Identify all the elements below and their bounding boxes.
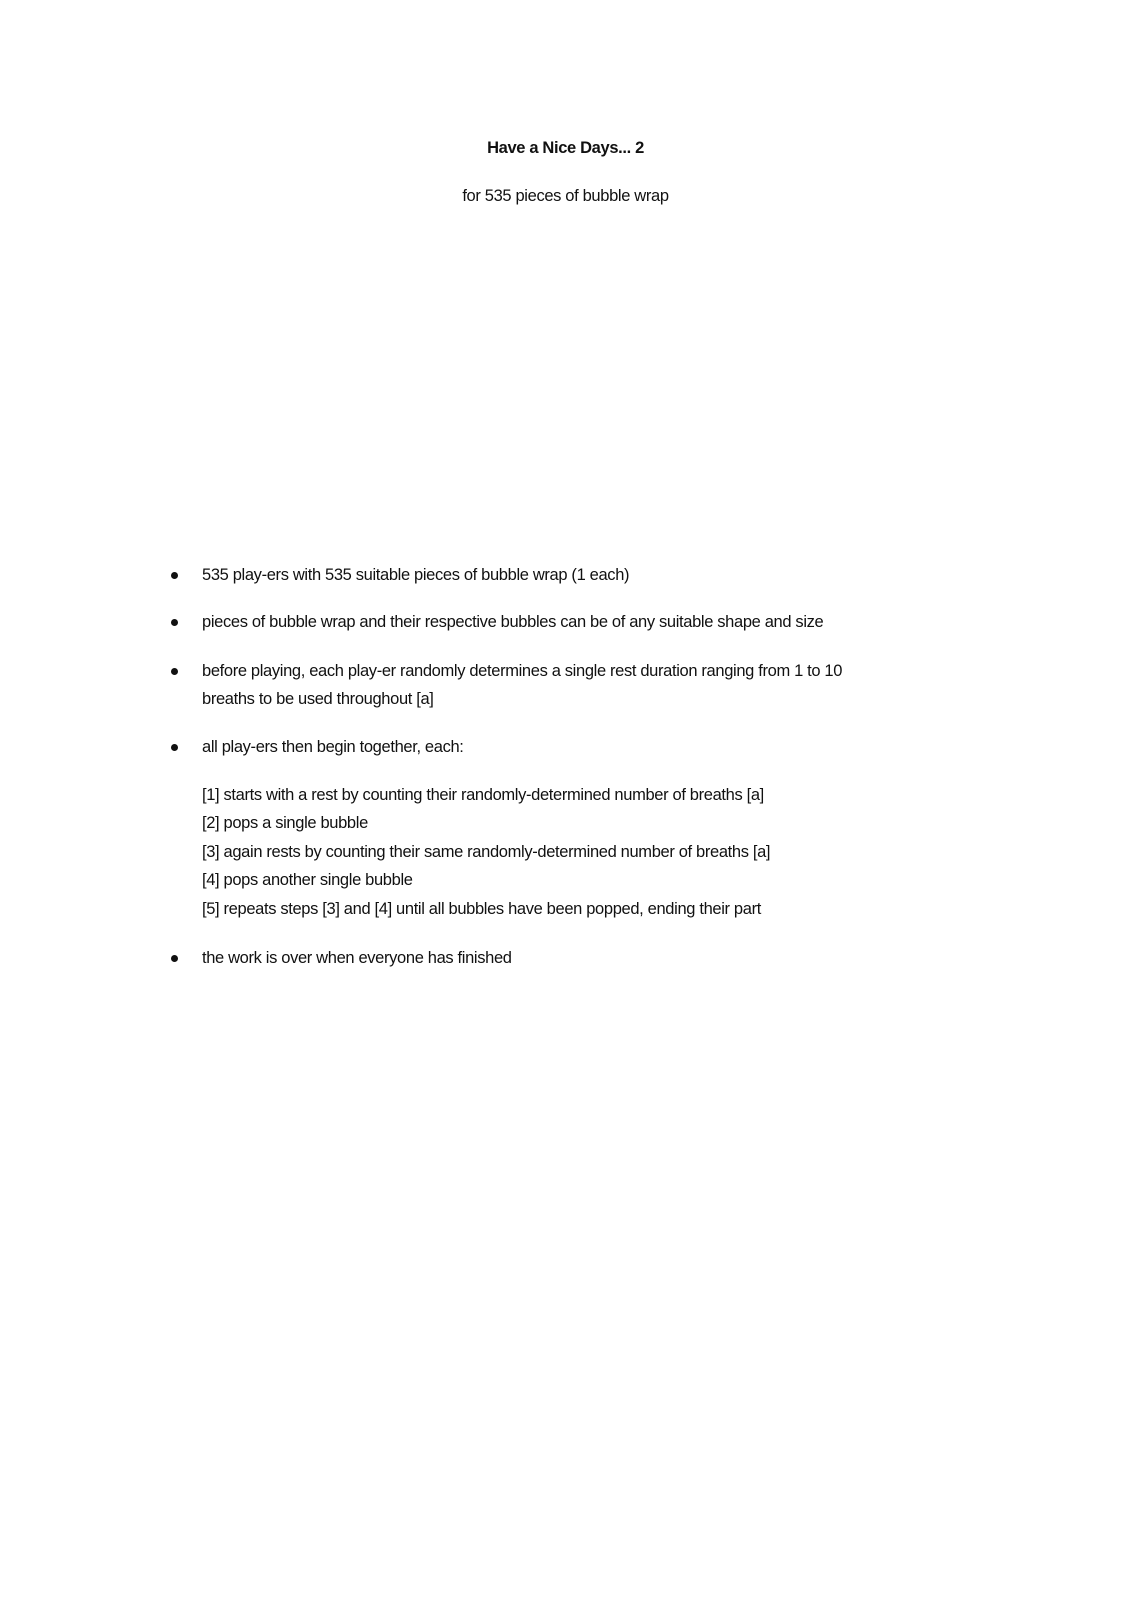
list-item: before playing, each play-er randomly determines a single rest duration ranging from 1 to 10 <box>202 662 843 680</box>
list-item-continuation: breaths to be used throughout [a] <box>202 690 434 708</box>
bullet-icon <box>171 744 178 751</box>
step-item: [4] pops another single bubble <box>202 871 413 889</box>
bullet-icon <box>171 619 178 626</box>
list-item: 535 play-ers with 535 suitable pieces of bubble wrap (1 each) <box>202 566 630 584</box>
step-item: [3] again rests by counting their same randomly-determined number of breaths [a] <box>202 843 771 861</box>
document-title: Have a Nice Days... 2 <box>487 139 644 157</box>
list-item: the work is over when everyone has finished <box>202 949 512 967</box>
bullet-icon <box>171 955 178 962</box>
list-item: all play-ers then begin together, each: <box>202 738 464 756</box>
bullet-icon <box>171 668 178 675</box>
bullet-icon <box>171 572 178 579</box>
document-subtitle: for 535 pieces of bubble wrap <box>462 187 669 205</box>
step-item: [5] repeats steps [3] and [4] until all bubbles have been popped, ending their part <box>202 900 761 918</box>
step-item: [1] starts with a rest by counting their randomly-determined number of breaths [a] <box>202 786 764 804</box>
step-item: [2] pops a single bubble <box>202 814 368 832</box>
list-item: pieces of bubble wrap and their respective bubbles can be of any suitable shape and size <box>202 613 824 631</box>
